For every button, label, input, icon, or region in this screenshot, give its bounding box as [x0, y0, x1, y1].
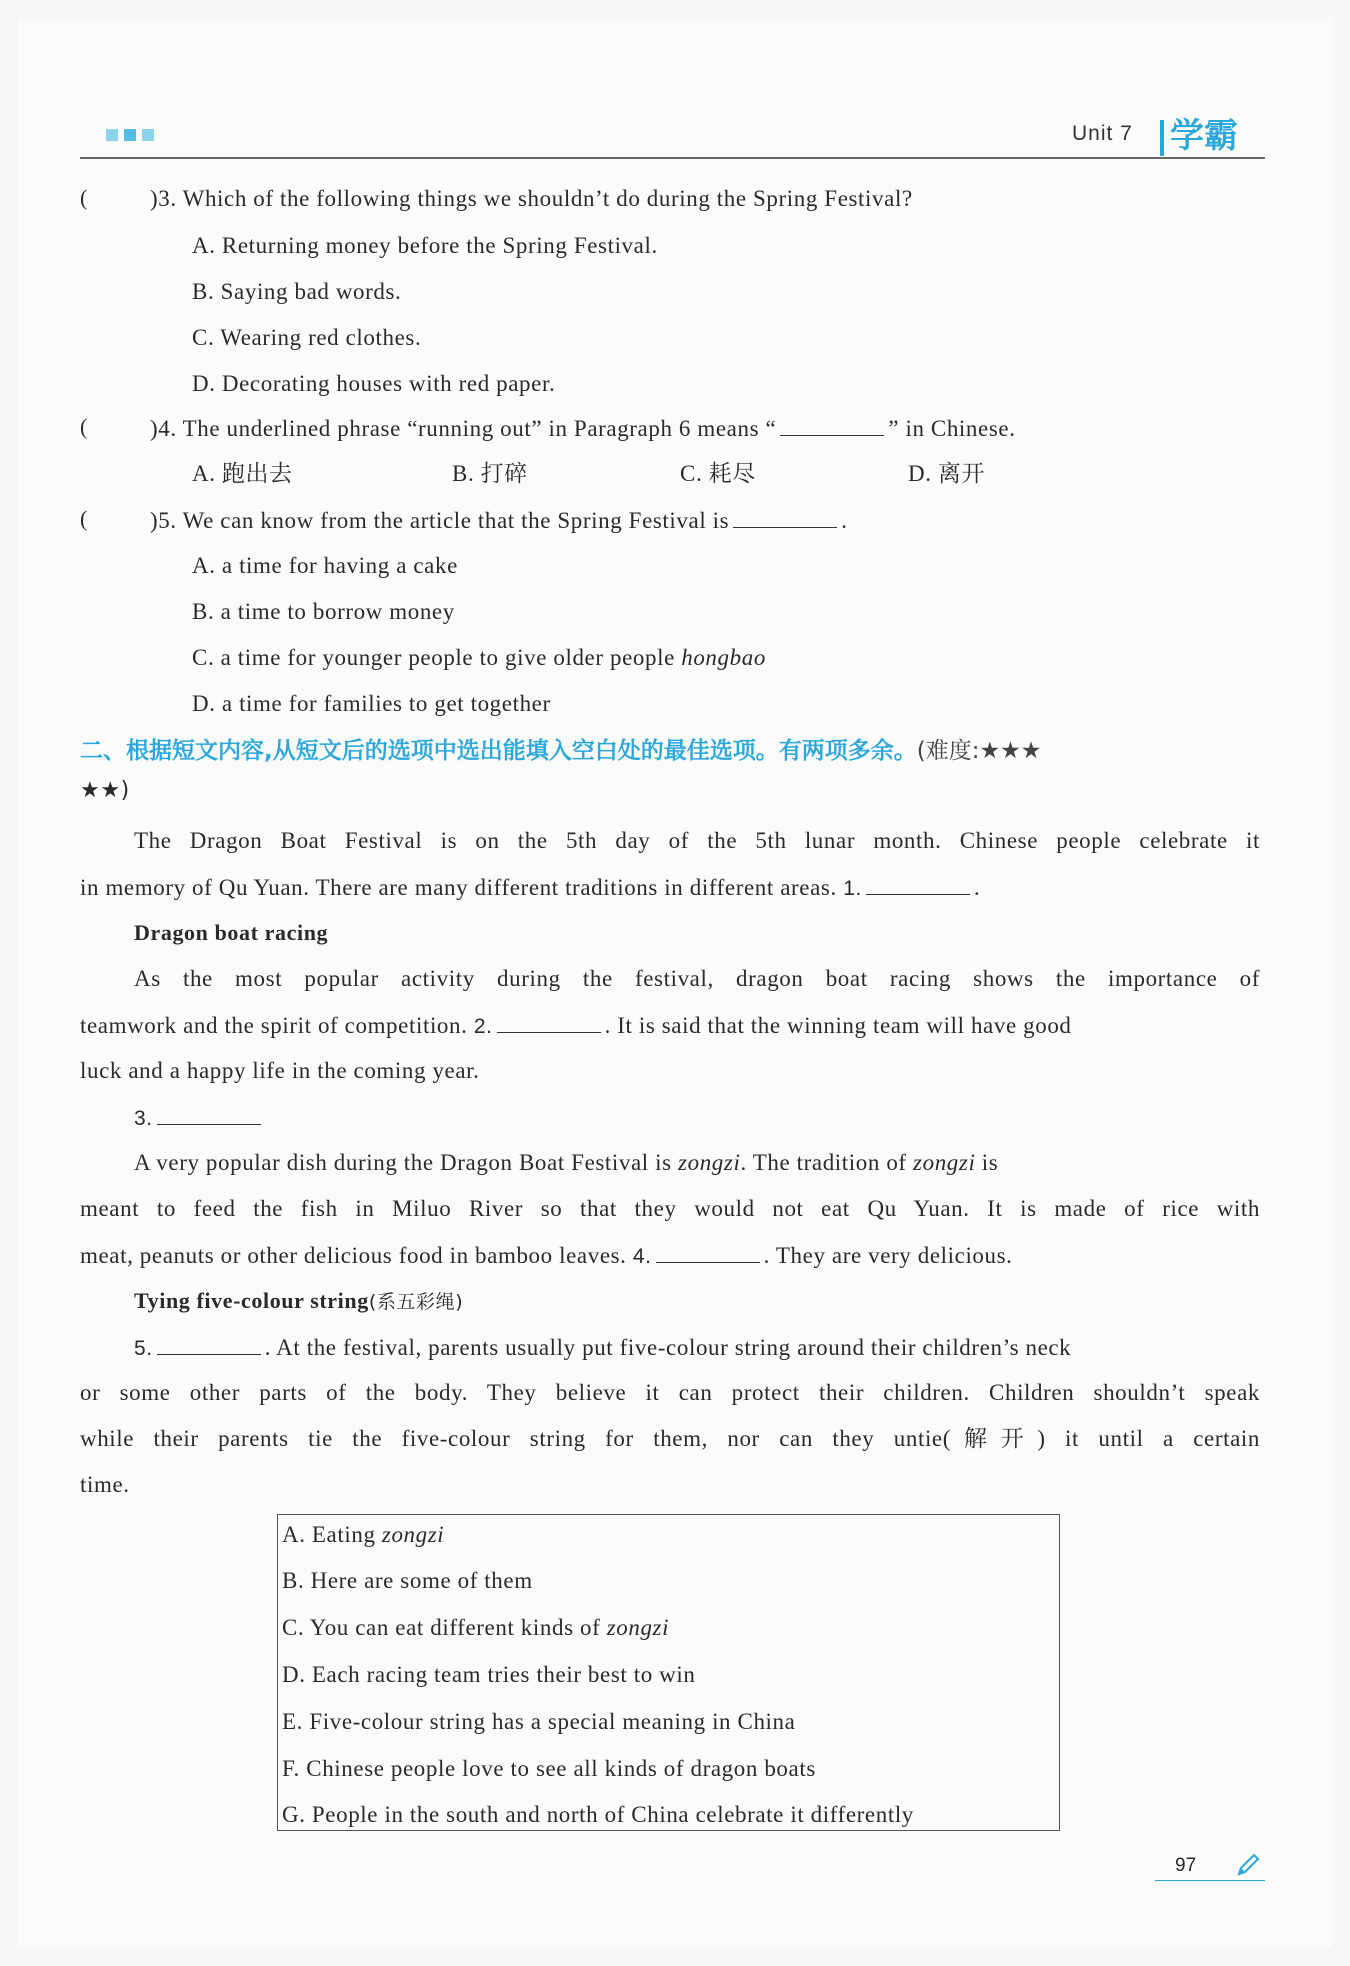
option-b: B. Here are some of them	[282, 1568, 533, 1593]
passage-p4-line4: time.	[80, 1472, 130, 1497]
gap-2-blank[interactable]	[497, 1010, 601, 1033]
option-a: A. Eating zongzi	[282, 1522, 445, 1547]
difficulty-stars: ★★)	[80, 778, 130, 803]
gap-3-blank[interactable]	[157, 1102, 261, 1125]
heading-five-colour-string: Tying five-colour string(系五彩绳)	[134, 1288, 464, 1313]
passage-p1-line2: in memory of Qu Yuan. There are many different traditions in different areas. 1. .	[80, 872, 980, 904]
passage-p3-line3: meat, peanuts or other delicious food in bamboo leaves. 4. . They are very delicious.	[80, 1240, 1013, 1272]
page-header	[80, 108, 1265, 160]
pencil-icon	[1235, 1852, 1261, 1878]
passage-p2-line1: As the most popular activity during the festival, dragon boat racing shows the importance of	[134, 966, 1260, 991]
answer-paren: (	[80, 185, 88, 210]
option-e: E. Five-colour string has a special meaning in China	[282, 1709, 796, 1734]
question-4-stem: )4. The underlined phrase “running out” in Paragraph 6 means “ ” in Chinese.	[150, 413, 1016, 444]
passage-p3-line1: A very popular dish during the Dragon Boat Festival is zongzi. The tradition of zongzi is	[134, 1150, 999, 1175]
header-divider	[80, 157, 1265, 159]
page-number: 97	[1175, 1855, 1197, 1876]
unit-label: Unit 7	[1072, 122, 1133, 145]
option-c: C. You can eat different kinds of zongzi	[282, 1615, 670, 1640]
heading-dragon-boat-racing: Dragon boat racing	[134, 920, 329, 945]
answer-paren: (	[80, 414, 88, 439]
q4-option-c: C. 耗尽	[680, 461, 756, 486]
footer-divider	[1155, 1880, 1265, 1881]
option-g: G. People in the south and north of China celebrate it differently	[282, 1802, 914, 1827]
q3-option-b: B. Saying bad words.	[192, 279, 402, 304]
q3-option-c: C. Wearing red clothes.	[192, 325, 422, 350]
answer-paren: (	[80, 506, 88, 531]
passage-p4-line3: while their parents tie the five-colour string for them, nor can they untie(解开) it until a certain	[80, 1426, 1260, 1451]
q5-option-a: A. a time for having a cake	[192, 553, 458, 578]
answer-blank[interactable]	[733, 505, 837, 528]
answer-blank[interactable]	[780, 413, 884, 436]
passage-p1-line1: The Dragon Boat Festival is on the 5th day of the 5th lunar month. Chinese people celebrate it	[134, 828, 1260, 853]
logo: 学霸	[1160, 108, 1238, 157]
passage-p4-line2: or some other parts of the body. They believe it can protect their children. Children shouldn’t speak	[80, 1380, 1260, 1405]
option-d: D. Each racing team tries their best to win	[282, 1662, 696, 1687]
options-box	[277, 1514, 1060, 1831]
section-2-title: 二、根据短文内容,从短文后的选项中选出能填入空白处的最佳选项。有两项多余。(难度:★★★	[80, 738, 1042, 764]
q4-option-d: D. 离开	[908, 461, 986, 486]
passage-p2-line3: luck and a happy life in the coming year.	[80, 1058, 480, 1083]
passage-p4-line1: 5. . At the festival, parents usually put five-colour string around their children’s neck	[134, 1332, 1071, 1364]
q4-option-a: A. 跑出去	[192, 461, 293, 486]
q5-option-d: D. a time for families to get together	[192, 691, 551, 716]
gap-1-blank[interactable]	[866, 872, 970, 895]
header-decoration	[106, 128, 160, 146]
q3-option-a: A. Returning money before the Spring Festival.	[192, 233, 658, 258]
option-f: F. Chinese people love to see all kinds of dragon boats	[282, 1756, 816, 1781]
question-3-stem: )3. Which of the following things we shouldn’t do during the Spring Festival?	[150, 186, 913, 211]
gap-5-blank[interactable]	[157, 1332, 261, 1355]
passage-p3-line2: meant to feed the fish in Miluo River so that they would not eat Qu Yuan. It is made of rice with	[80, 1196, 1260, 1221]
q3-option-d: D. Decorating houses with red paper.	[192, 371, 556, 396]
q5-option-b: B. a time to borrow money	[192, 599, 455, 624]
passage-p2-line2: teamwork and the spirit of competition. 2. . It is said that the winning team will have good	[80, 1010, 1072, 1042]
gap-3-heading: 3.	[134, 1102, 265, 1134]
q5-option-c: C. a time for younger people to give older people hongbao	[192, 645, 766, 670]
gap-4-blank[interactable]	[656, 1240, 760, 1263]
question-5-stem: )5. We can know from the article that the Spring Festival is .	[150, 505, 848, 536]
q4-option-b: B. 打碎	[452, 461, 528, 486]
